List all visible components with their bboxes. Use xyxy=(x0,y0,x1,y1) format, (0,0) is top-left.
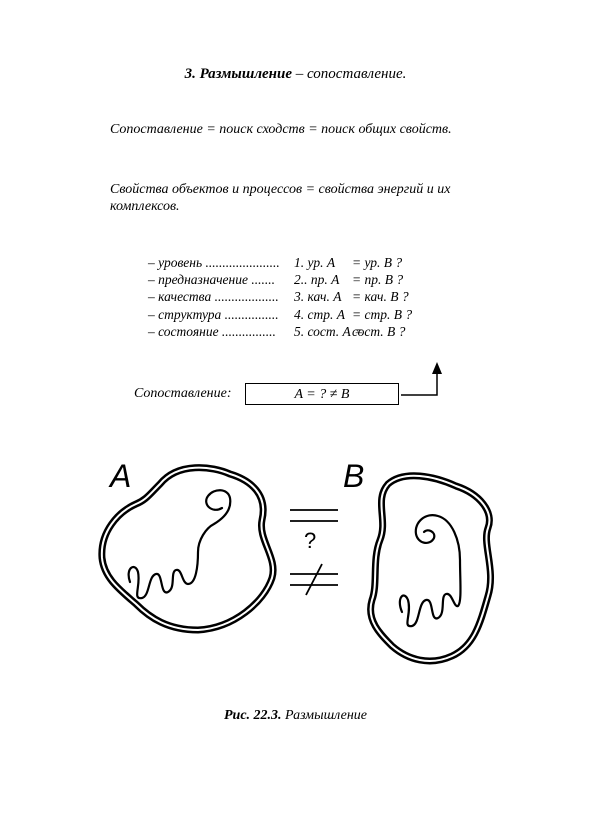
letter-a: A xyxy=(110,458,132,494)
heading-title: 3. Размышление xyxy=(184,66,293,82)
arrowhead-icon xyxy=(432,362,442,374)
up-arrow-icon xyxy=(401,372,437,395)
criteria-eq: = ур. В ? xyxy=(352,255,403,270)
equation-line: Сопоставление = поиск сходств = поиск общих свойств. xyxy=(110,122,452,137)
scribble-a xyxy=(129,490,231,598)
criteria-num: 4. стр. А xyxy=(294,306,345,322)
question-mark: ? xyxy=(304,528,317,553)
criteria-name: – предназначение ....... xyxy=(148,272,275,288)
comparison-label: Сопоставление: xyxy=(134,386,232,401)
criteria-num: 5. сост. А = xyxy=(294,323,364,339)
criteria-eq: = стр. В ? xyxy=(352,306,413,322)
criteria-name: – структура ................ xyxy=(148,306,279,322)
criteria-num: 2.. пр. А xyxy=(294,272,340,288)
letter-b: B xyxy=(343,458,365,494)
heading-subtitle: – сопоставление. xyxy=(292,66,407,82)
properties-paragraph: Свойства объектов и процессов = свойства энергий и их комплексов. xyxy=(110,182,451,214)
caption-label: Рис. 22.3. xyxy=(223,708,282,723)
not-equal-slash xyxy=(306,564,322,595)
comparison-box: A = ? ≠ B xyxy=(245,383,399,405)
criteria-eq: = кач. В ? xyxy=(352,289,409,305)
criteria-name: – состояние ................ xyxy=(148,323,276,339)
criteria-name: – качества ................... xyxy=(148,289,279,305)
criteria-eq: сост. В ? xyxy=(352,323,406,339)
criteria-num: 1. ур. А xyxy=(294,255,336,270)
figure-caption xyxy=(0,708,591,724)
criteria-name: – уровень ...................... xyxy=(148,255,280,270)
criteria-num: 3. кач. А xyxy=(294,289,342,305)
criteria-eq: = пр. В ? xyxy=(352,272,404,288)
blob-b-outline xyxy=(371,476,491,661)
caption-text: Размышление xyxy=(281,708,367,723)
scribble-b xyxy=(400,515,461,626)
